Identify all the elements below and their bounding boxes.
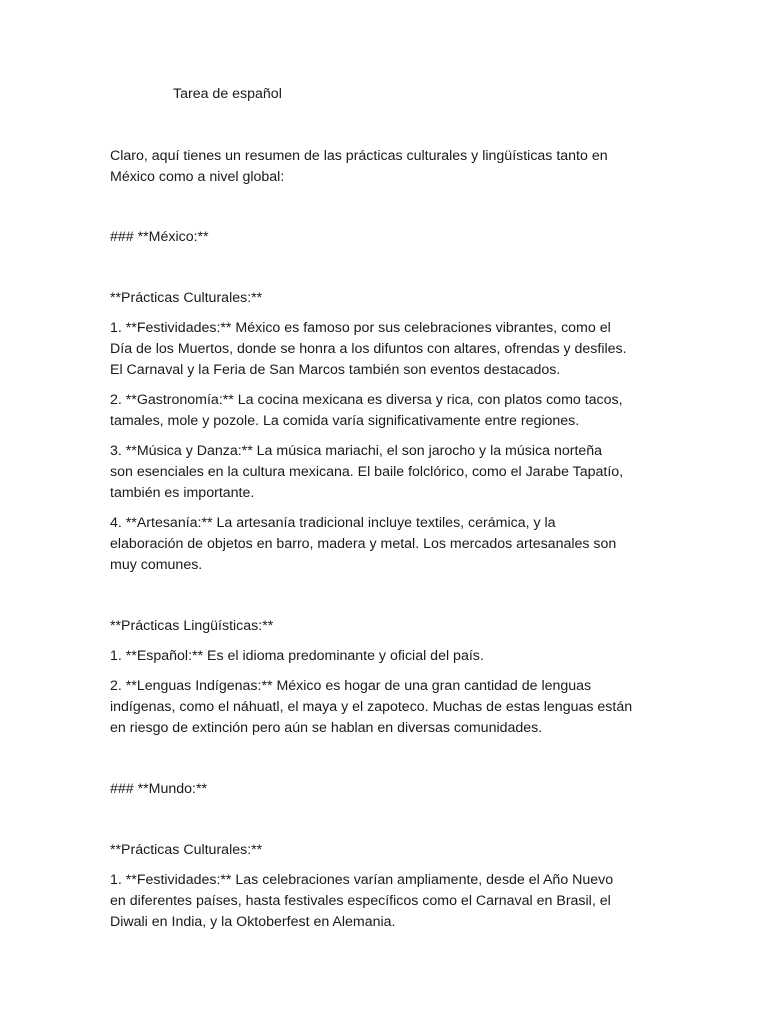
mexico-cultural-item-4-line-2: elaboración de objetos en barro, madera y metal. Los mercados artesanales son — [110, 536, 617, 552]
mexico-heading: ### **México:** — [110, 229, 209, 245]
world-cultural-heading: **Prácticas Culturales:** — [110, 842, 263, 858]
mexico-linguistic-item-2-line-2: indígenas, como el náhuatl, el maya y el zapoteco. Muchas de estas lenguas están — [110, 699, 633, 715]
intro-line-2: México como a nivel global: — [110, 169, 285, 185]
mexico-linguistic-heading: **Prácticas Lingüísticas:** — [110, 618, 274, 634]
mexico-cultural-item-1-line-3: El Carnaval y la Feria de San Marcos también son eventos destacados. — [110, 362, 561, 378]
mexico-cultural-item-3-line-3: también es importante. — [110, 485, 255, 501]
mexico-cultural-item-1-line-2: Día de los Muertos, donde se honra a los difuntos con altares, ofrendas y desfiles. — [110, 341, 627, 357]
mexico-cultural-heading: **Prácticas Culturales:** — [110, 290, 263, 306]
world-heading: ### **Mundo:** — [110, 781, 208, 797]
world-cultural-item-1-line-1: 1. **Festividades:** Las celebraciones varían ampliamente, desde el Año Nuevo — [110, 872, 614, 888]
mexico-linguistic-item-2-line-1: 2. **Lenguas Indígenas:** México es hogar de una gran cantidad de lenguas — [110, 678, 592, 694]
world-cultural-item-1-line-3: Diwali en India, y la Oktoberfest en Alemania. — [110, 914, 396, 930]
mexico-cultural-item-4-line-1: 4. **Artesanía:** La artesanía tradicional incluye textiles, cerámica, y la — [110, 515, 556, 531]
mexico-linguistic-item-1-line-1: 1. **Español:** Es el idioma predominante y oficial del país. — [110, 648, 484, 664]
mexico-cultural-item-1-line-1: 1. **Festividades:** México es famoso por sus celebraciones vibrantes, como el — [110, 320, 611, 336]
mexico-linguistic-item-2-line-3: en riesgo de extinción pero aún se hablan en diversas comunidades. — [110, 720, 543, 736]
mexico-cultural-item-3-line-1: 3. **Música y Danza:** La música mariachi, el son jarocho y la música norteña — [110, 443, 603, 459]
mexico-cultural-item-2-line-1: 2. **Gastronomía:** La cocina mexicana es diversa y rica, con platos como tacos, — [110, 392, 623, 408]
document-title: Tarea de español — [173, 86, 282, 102]
intro-line-1: Claro, aquí tienes un resumen de las prácticas culturales y lingüísticas tanto en — [110, 148, 608, 164]
mexico-cultural-item-3-line-2: son esenciales en la cultura mexicana. El baile folclórico, como el Jarabe Tapatío, — [110, 464, 624, 480]
world-cultural-item-1-line-2: en diferentes países, hasta festivales específicos como el Carnaval en Brasil, el — [110, 893, 611, 909]
mexico-cultural-item-4-line-3: muy comunes. — [110, 557, 203, 573]
mexico-cultural-item-2-line-2: tamales, mole y pozole. La comida varía significativamente entre regiones. — [110, 413, 580, 429]
